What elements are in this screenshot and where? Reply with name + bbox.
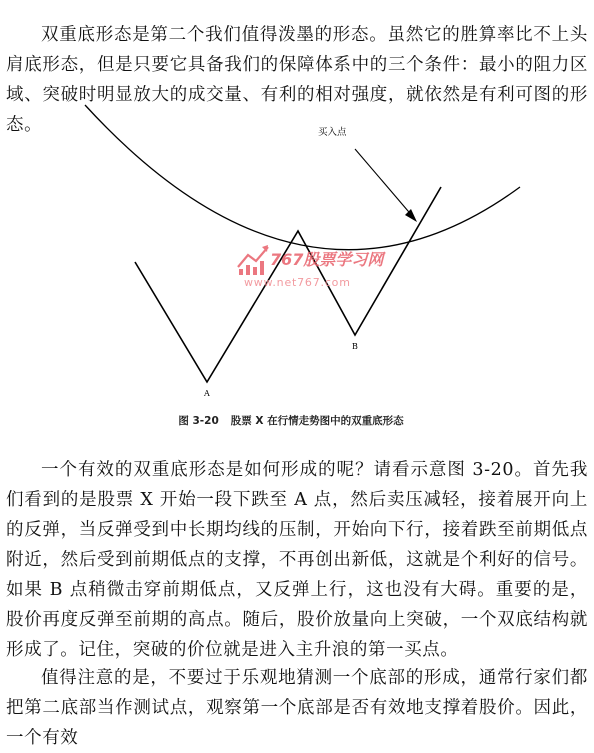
double-bottom-diagram [0, 95, 594, 415]
paragraph-explanation: 一个有效的双重底形态是如何形成的呢？请看示意图 3-20。首先我们看到的是股票 X 开始一段下跌至 A 点，然后卖压减轻，接着展开向上的反弹，当反弹受到中长期均线的压制，开始向下行，接着跌至前期低点附近，然后受到前期低点的支撑，不再创出新低，这就是个利好的信号。如果 B 点稍微击穿前期低点，又反弹上行，这也没有大碍。重要的是，股价再度反弹至前期的高点。随后，股价放量向上突破，一个双底结构就形成了。记住，突破的价位就是进入主升浪的第一买点。 [6, 459, 588, 660]
point-a-label: A [204, 389, 210, 398]
caption-number: 图 3-20 [178, 415, 219, 427]
point-b-label: B [352, 342, 358, 351]
buy-point-arrow [355, 149, 414, 218]
buy-point-label: 买入点 [318, 127, 347, 138]
watermark-title: 767股票学习网 [270, 250, 384, 269]
paragraph-note: 值得注意的是，不要过于乐观地猜测一个底部的形成，通常行家们都把第二底部当作测试点，观察第一个底部是否有效地支撑着股价。因此，一个有效 [6, 667, 588, 748]
site-watermark [238, 245, 386, 289]
watermark-url: www.net767.com [244, 276, 351, 289]
caption-text: 股票 X 在行情走势图中的双重底形态 [230, 415, 404, 427]
moving-average-curve [85, 105, 520, 250]
arrow-head [405, 209, 417, 222]
paragraph-intro: 双重底形态是第二个我们值得泼墨的形态。虽然它的胜算率比不上头肩底形态，但是只要它具备我们的保障体系中的三个条件：最小的阻力区域、突破时明显放大的成交量、有利的相对强度，就依然是有利可图的形态。 [6, 24, 588, 135]
chart-logo-icon [238, 245, 268, 275]
figure-caption [0, 413, 594, 428]
